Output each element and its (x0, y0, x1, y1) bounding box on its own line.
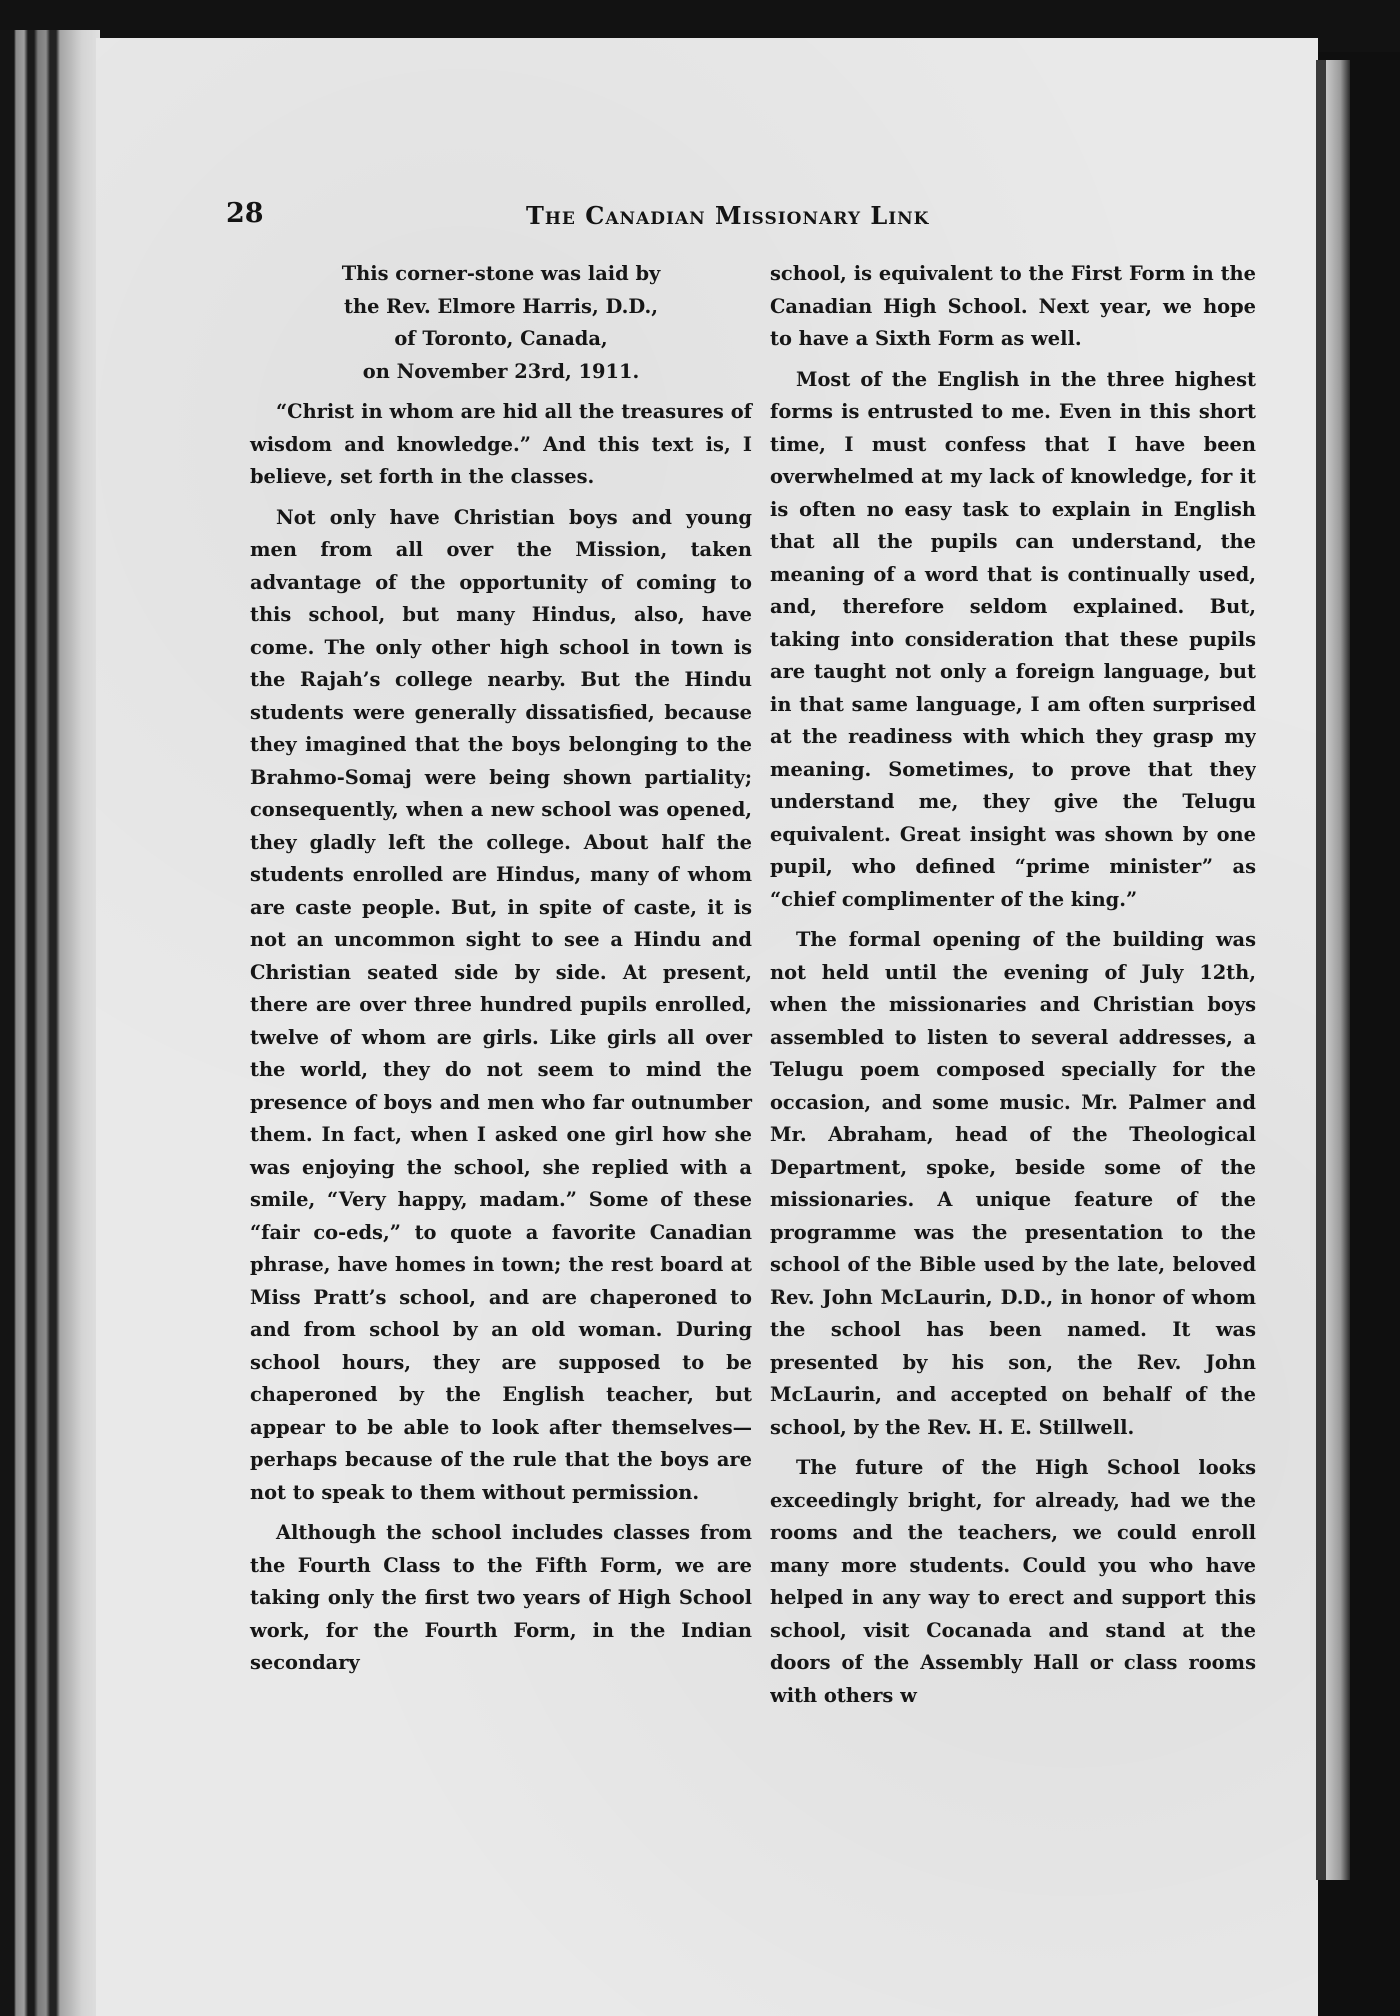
inscription-line: of Toronto, Canada, (394, 327, 608, 350)
running-title: The Canadian Missionary Link (526, 201, 930, 230)
paragraph-formal-opening: The formal opening of the building was not held until the evening of July 12th, when the missionaries and Christian boys assembled to listen to several addresses, a Telugu poem composed specially for the occasion, and some music. Mr. Palmer and Mr. Abraham, head of the Theological Department, spoke, beside some of the missionaries. A unique feature of the programme was the presentation to the school of the Bible used by the late, beloved Rev. John McLaurin, D.D., in honor of whom the school has been named. It was presented by his son, the Rev. John McLaurin, and accepted on behalf of the school, by the Rev. H. E. Stillwell. (770, 928, 1256, 1439)
inscription-line: on November 23rd, 1911. (362, 359, 640, 383)
cornerstone-inscription (250, 258, 752, 388)
facing-page-edge (1316, 60, 1326, 1880)
paragraph-scripture-quote: “Christ in whom are hid all the treasures of wisdom and knowledge.” And this text is, I believe, set forth in the classes. (250, 400, 752, 488)
paragraph-classes: Although the school includes classes from the Fourth Class to the Fifth Form, we are taking only the first two years of High School work, for the Fourth Form, in the Indian secondary (250, 1521, 752, 1674)
facing-page-strip (1326, 60, 1350, 1880)
paragraph-future: The future of the High School looks exceedingly bright, for already, had we the rooms and the teachers, we could enroll many more students. Could you who have helped in any way to erect and support this school, visit Cocanada and stand at the doors of the Assembly Hall or class rooms with others w (770, 1456, 1256, 1707)
paragraph-continuation: school, is equivalent to the First Form in the Canadian High School. Next year, we hope to have a Sixth Form as well. (770, 262, 1256, 350)
page-header (226, 198, 1256, 238)
paragraph-english-teaching: Most of the English in the three highest forms is entrusted to me. Even in this short time, I must confess that I have been overwhelmed at my lack of knowledge, for it is often no easy task to explain in English that all the pupils can understand, the meaning of a word that is continually used, and, therefore seldom explained. But, taking into consideration that these pupils are taught not only a foreign language, but in that same language, I am often surprised at the readiness with which they grasp my meaning. Sometimes, to prove that they understand me, they give the Telugu equivalent. Great insight was shown by one pupil, who defined “prime minister” as “chief complimenter of the king.” (770, 367, 1256, 911)
page-number: 28 (226, 198, 264, 229)
right-column-clip (770, 258, 1256, 1878)
right-column (770, 258, 1256, 1712)
inscription-line: the Rev. Elmore Harris, D.D., (344, 294, 658, 318)
paragraph-students: Not only have Christian boys and young men from all over the Mission, taken advantage of the opportunity of coming to this school, but many Hindus, also, have come. The only other high school in town is the Rajah’s college nearby. But the Hindu students were generally dissatisfied, because they imagined that the boys belonging to the Brahmo-Somaj were being shown partiality; consequently, when a new school was opened, they gladly left the college. About half the students enrolled are Hindus, many of whom are caste people. But, in spite of caste, it is not an uncommon sight to see a Hindu and Christian seated side by side. At present, there are over three hundred pupils enrolled, twelve of whom are girls. Like girls all over the world, they do not seem to mind the presence of boys and men who far outnumber them. In fact, when I asked one girl how she was enjoying the school, she replied with a smile, “Very happy, madam.” Some of these “fair co-eds,” to quote a favorite Canadian phrase, have homes in town; the rest board at Miss Pratt’s school, and are chaperoned to and from school by an old woman. During school hours, they are supposed to be chaperoned by the English teacher, but appear to be able to look after themselves—perhaps because of the rule that the boys are not to speak to them without permission. (250, 505, 752, 1504)
left-column (250, 258, 752, 1680)
inscription-line: This corner-stone was laid by (341, 262, 661, 285)
book-spine (0, 30, 100, 2016)
